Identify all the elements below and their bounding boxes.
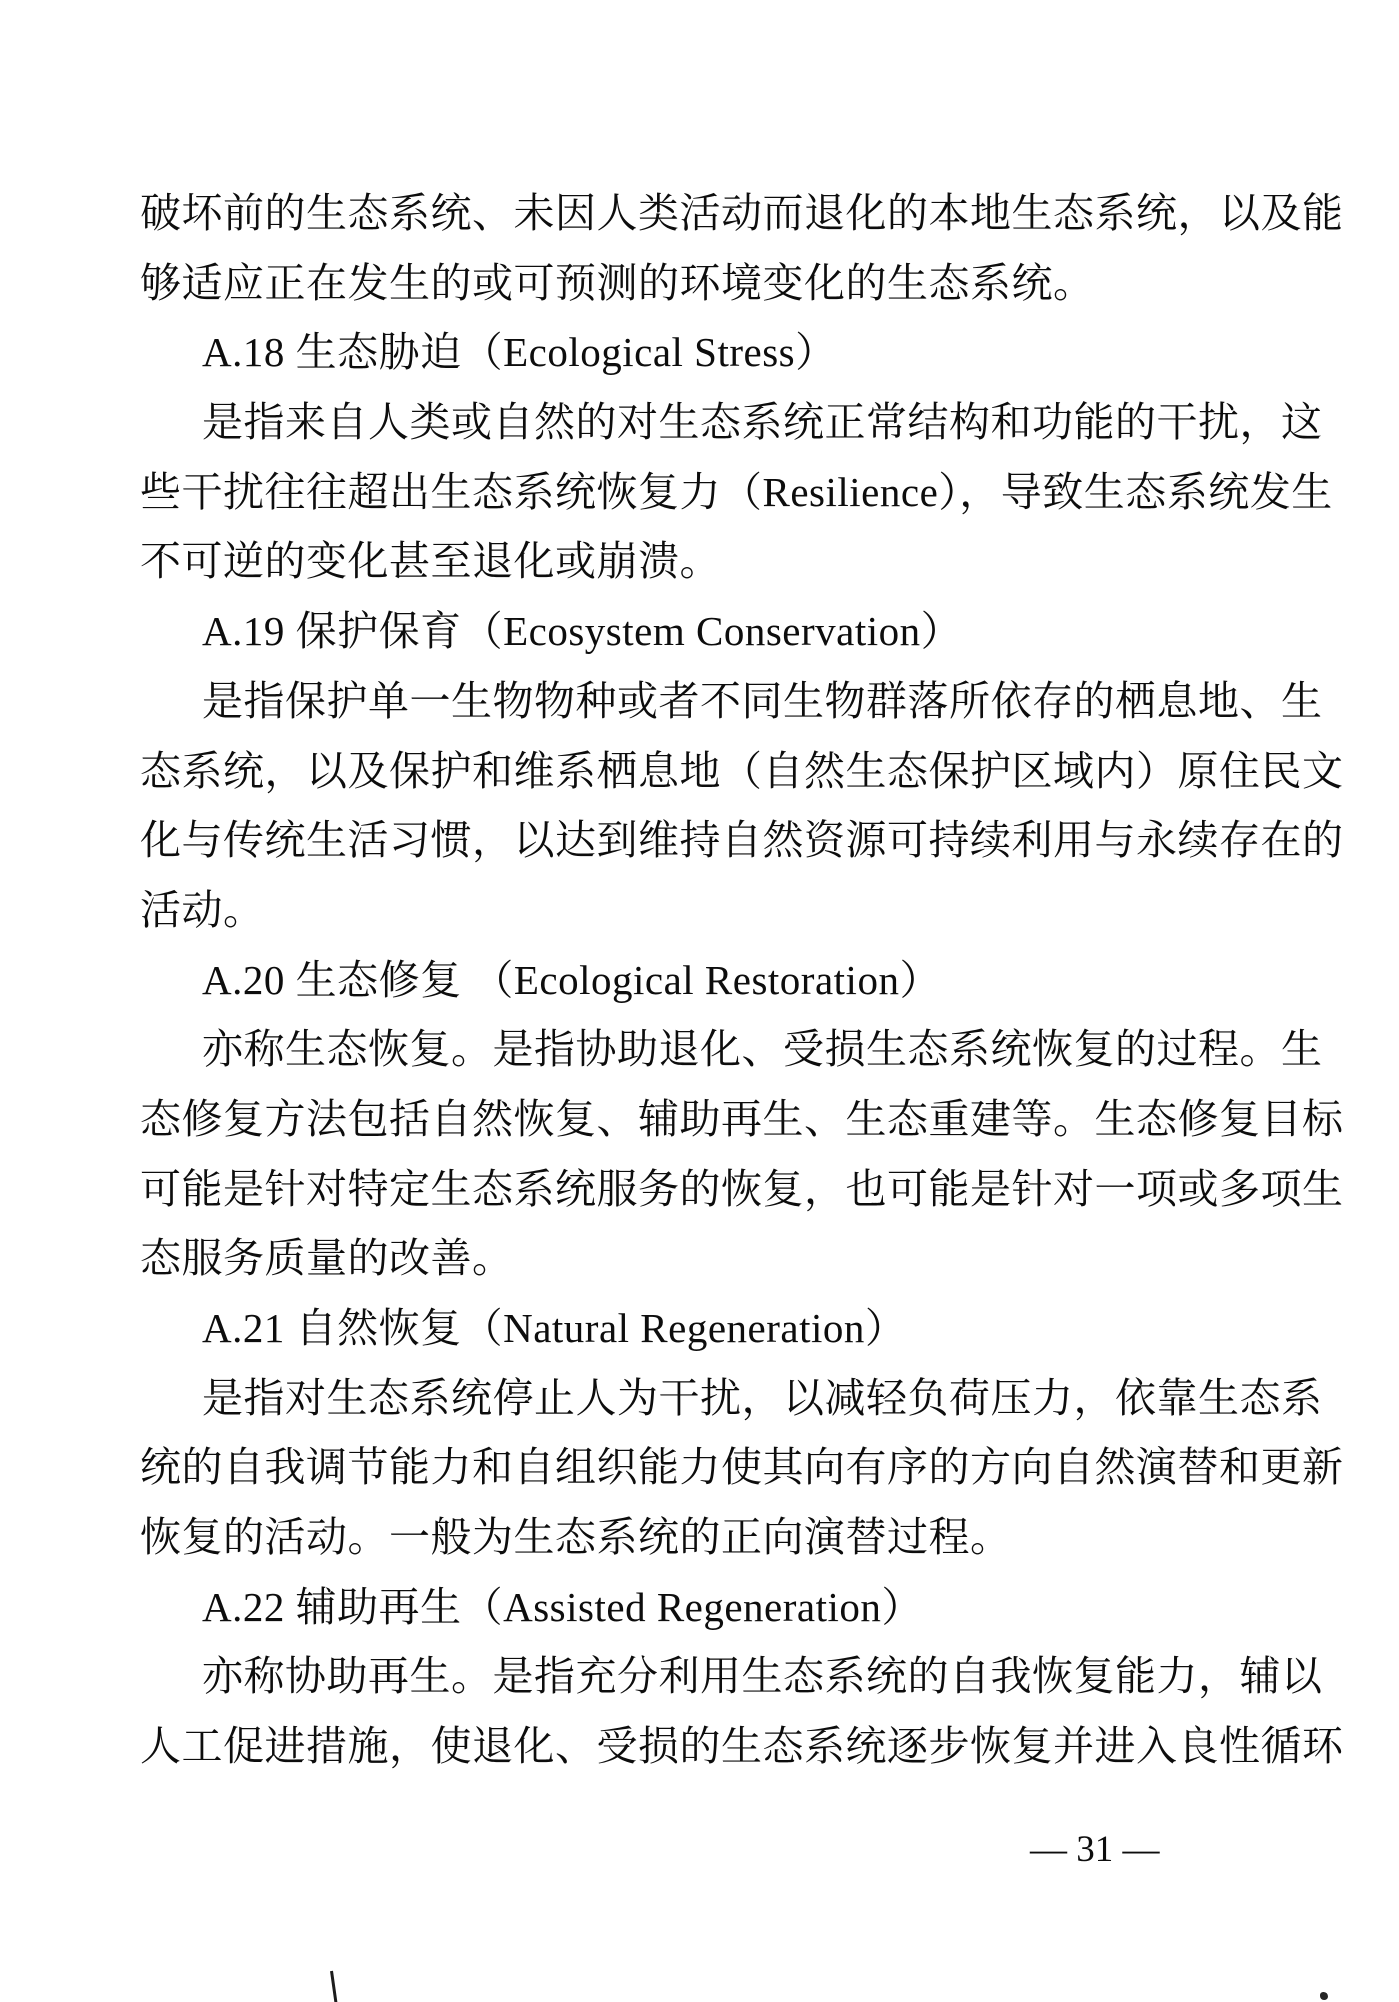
paragraph-line: 破坏前的生态系统、未因人类活动而退化的本地生态系统，以及能 bbox=[140, 190, 1344, 236]
ink-speck-mark bbox=[1320, 1992, 1328, 2000]
body-text bbox=[140, 179, 1344, 1782]
term-heading-a18: A.18 生态胁迫（Ecological Stress） bbox=[202, 329, 837, 376]
paragraph-line: 人工促进措施，使退化、受损的生态系统逐步恢复并进入良性循环 bbox=[140, 1723, 1344, 1770]
pen-stroke-mark bbox=[330, 1971, 338, 2002]
paragraph-line: 态系统，以及保护和维系栖息地（自然生态保护区域内）原住民文 bbox=[140, 747, 1344, 794]
paragraph-line: 恢复的活动。一般为生态系统的正向演替过程。 bbox=[140, 1514, 1012, 1561]
page-number: — 31 — bbox=[1030, 1829, 1160, 1870]
paragraph-line: 是指来自人类或自然的对生态系统正常结构和功能的干扰，这 bbox=[202, 399, 1323, 446]
paragraph-line: 态服务质量的改善。 bbox=[140, 1235, 514, 1282]
paragraph-line: 不可逆的变化甚至退化或崩溃。 bbox=[140, 538, 721, 585]
paragraph-line: 些干扰往往超出生态系统恢复力（Resilience），导致生态系统发生 bbox=[140, 468, 1333, 515]
paragraph-line: 统的自我调节能力和自组织能力使其向有序的方向自然演替和更新 bbox=[140, 1444, 1344, 1491]
paragraph-line: 够适应正在发生的或可预测的环境变化的生态系统。 bbox=[140, 259, 1095, 306]
term-heading-a21: A.21 自然恢复（Natural Regeneration） bbox=[202, 1305, 907, 1351]
paragraph-line: 是指对生态系统停止人为干扰，以减轻负荷压力，依靠生态系 bbox=[202, 1374, 1323, 1421]
paragraph-line: 可能是针对特定生态系统服务的恢复，也可能是针对一项或多项生 bbox=[140, 1165, 1344, 1212]
term-heading-a22: A.22 辅助再生（Assisted Regeneration） bbox=[202, 1583, 923, 1630]
paragraph-line: 亦称生态恢复。是指协助退化、受损生态系统恢复的过程。生 bbox=[202, 1026, 1323, 1073]
term-heading-a20: A.20 生态修复 （Ecological Restoration） bbox=[202, 956, 941, 1003]
paragraph-line: 化与传统生活习惯，以达到维持自然资源可持续利用与永续存在的 bbox=[140, 817, 1344, 864]
paragraph-line: 活动。 bbox=[140, 886, 265, 933]
term-heading-a19: A.19 保护保育（Ecosystem Conservation） bbox=[202, 608, 963, 655]
paragraph-line: 态修复方法包括自然恢复、辅助再生、生态重建等。生态修复目标 bbox=[140, 1095, 1344, 1142]
paragraph-line: 亦称协助再生。是指充分利用生态系统的自我恢复能力，辅以 bbox=[202, 1653, 1323, 1700]
paragraph-line: 是指保护单一生物物种或者不同生物群落所依存的栖息地、生 bbox=[202, 677, 1323, 724]
